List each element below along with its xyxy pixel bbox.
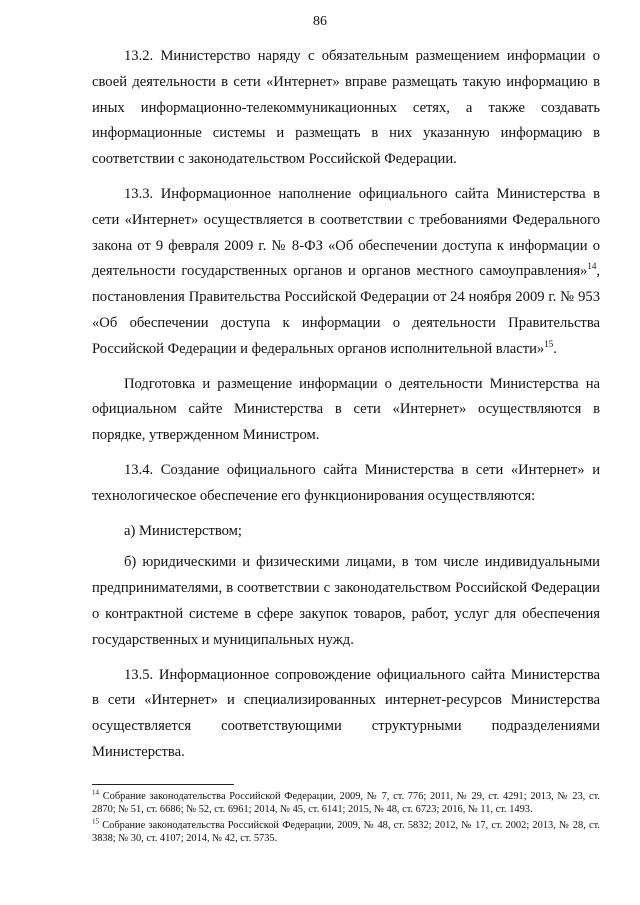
footnote-mark-14: 14 xyxy=(92,788,99,797)
paragraph-13-3 xyxy=(92,182,600,363)
paragraph-13-3-part-c: . xyxy=(553,340,557,357)
document-body xyxy=(92,44,600,766)
paragraph-13-4: 13.4. Создание официального сайта Министерства в сети «Интернет» и технологическое обеспечение его функционирования осуществляются: xyxy=(92,461,600,504)
paragraph-13-3-part-b: , постановления Правительства Российской Федерации от 24 ноября 2009 г. № 953 «Об обеспечении доступа к информации о деятельности Правительства Российской Федерации и федеральных органов исполнительной власти» xyxy=(92,263,600,357)
footnote-14 xyxy=(92,790,600,817)
page-number: 86 xyxy=(313,14,327,29)
paragraph-13-2: 13.2. Министерство наряду с обязательным размещением информации о своей деятельности в сети «Интернет» вправе размещать такую информацию в иных информационно-телекоммуникационных сетях, а также создавать информационные системы и размещать в них указанную информацию в соответствии с законодательством Российской Федерации. xyxy=(92,48,600,168)
footnote-separator xyxy=(92,784,234,785)
footnote-ref-14[interactable]: 14 xyxy=(587,261,597,272)
paragraph-13-3-part-a: 13.3. Информационное наполнение официального сайта Министерства в сети «Интернет» осуществляется в соответствии с требованиями Федерального закона от 9 февраля 2009 г. № 8-ФЗ «Об обеспечении доступа к информации о деятельности государственных органов и органов местного самоуправления» xyxy=(92,185,600,280)
footnotes xyxy=(92,790,600,848)
paragraph-preparation: Подготовка и размещение информации о деятельности Министерства на официальном сайте Министерства в сети «Интернет» осуществляются в порядке, утвержденном Министром. xyxy=(92,375,600,444)
footnote-15-text: Собрание законодательства Российской Федерации, 2009, № 48, ст. 5832; 2012, № 17, ст. 2002; 2013, № 28, ст. 3838; № 30, ст. 4107; 2014, № 42, ст. 5735. xyxy=(92,819,600,845)
list-item-b: б) юридическими и физическими лицами, в том числе индивидуальными предпринимателями, в соответствии с законодательством Российской Федерации о контрактной системе в сфере закупок товаров, работ, услуг для обеспечения государственных и муниципальных нужд. xyxy=(92,554,600,648)
footnote-ref-15[interactable]: 15 xyxy=(544,338,554,349)
footnote-mark-15: 15 xyxy=(92,817,99,826)
list-item-a: а) Министерством; xyxy=(124,522,242,539)
footnote-14-text: Собрание законодательства Российской Федерации, 2009, № 7, ст. 776; 2011, № 29, ст. 4291; 2013, № 23, ст. 2870; № 51, ст. 6686; № 52, ст. 6961; 2014, № 45, ст. 6141; 2015, № 48, ст. 6723; 2016, № 11, ст. 1493. xyxy=(92,791,600,816)
paragraph-13-5: 13.5. Информационное сопровождение официального сайта Министерства в сети «Интернет» и специализированных интернет-ресурсов Министерства осуществляется соответствующими структурными подразделениями Министерства. xyxy=(92,666,600,760)
footnote-15 xyxy=(92,819,600,846)
